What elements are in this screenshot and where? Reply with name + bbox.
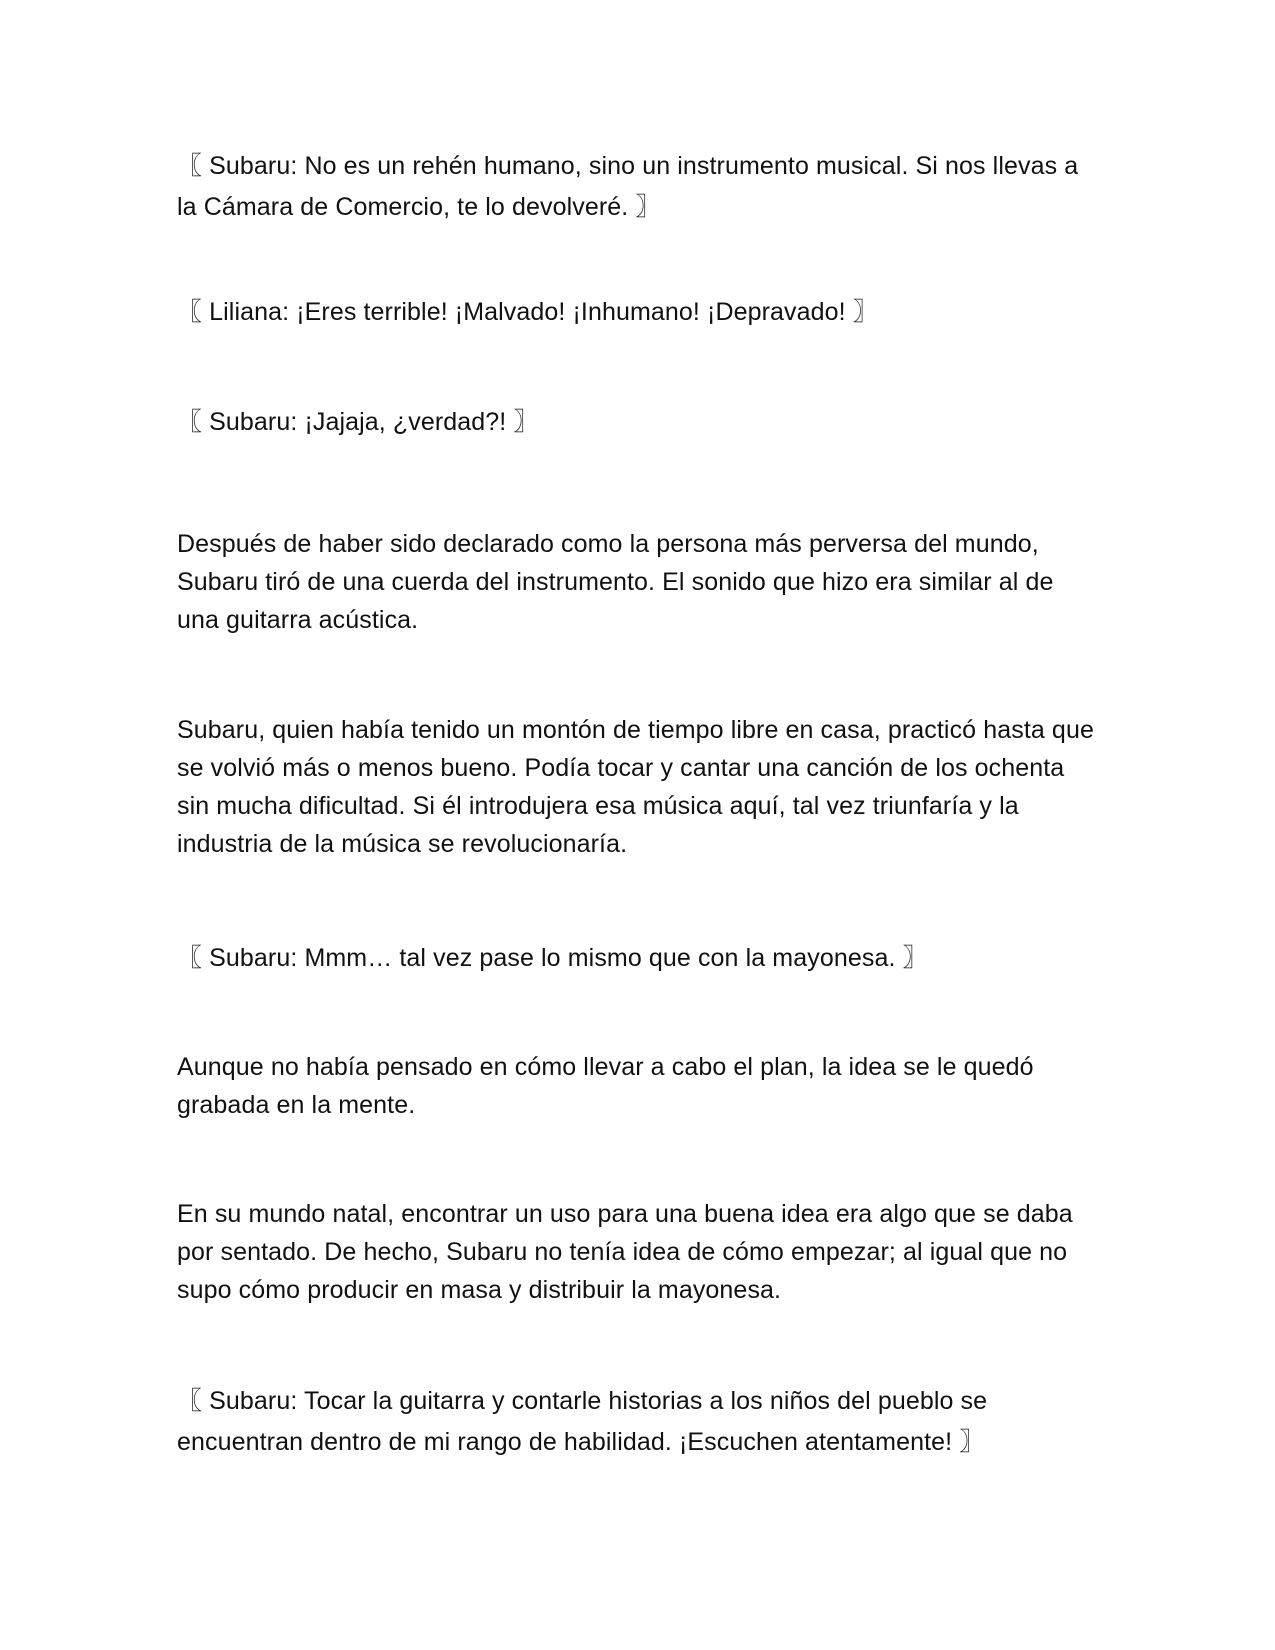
narration-paragraph: Aunque no había pensado en cómo llevar a cabo el plan, la idea se le quedó grabada en la mente. bbox=[177, 1053, 1034, 1119]
narration-paragraph: Subaru, quien había tenido un montón de tiempo libre en casa, practicó hasta que se volvió más o menos bueno. Podía tocar y cantar una canción de los ochenta sin mucha dificultad. Si él introdujera esa música aquí, tal vez triunfaría y la industria de la música se revolucionaría. bbox=[177, 716, 1094, 858]
dialogue-paragraph: 〖 Subaru: Mmm… tal vez pase lo mismo que con la mayonesa. 〗 bbox=[177, 944, 928, 972]
dialogue-paragraph: 〖 Subaru: ¡Jajaja, ¿verdad?! 〗 bbox=[177, 408, 539, 436]
dialogue-paragraph: 〖 Subaru: Tocar la guitarra y contarle historias a los niños del pueblo se encuentran dentro de mi rango de habilidad. ¡Escuchen atentamente! 〗 bbox=[177, 1387, 988, 1456]
dialogue-paragraph: 〖 Subaru: No es un rehén humano, sino un instrumento musical. Si nos llevas a la Cámara de Comercio, te lo devolveré. 〗 bbox=[177, 152, 1079, 221]
narration-paragraph: En su mundo natal, encontrar un uso para una buena idea era algo que se daba por sentado. De hecho, Subaru no tenía idea de cómo empezar; al igual que no supo cómo producir en masa y distribuir la mayonesa. bbox=[177, 1200, 1073, 1304]
dialogue-paragraph: 〖 Liliana: ¡Eres terrible! ¡Malvado! ¡Inhumano! ¡Depravado! 〗 bbox=[177, 298, 878, 326]
narration-paragraph: Después de haber sido declarado como la persona más perversa del mundo, Subaru tiró de una cuerda del instrumento. El sonido que hizo era similar al de una guitarra acústica. bbox=[177, 530, 1054, 634]
